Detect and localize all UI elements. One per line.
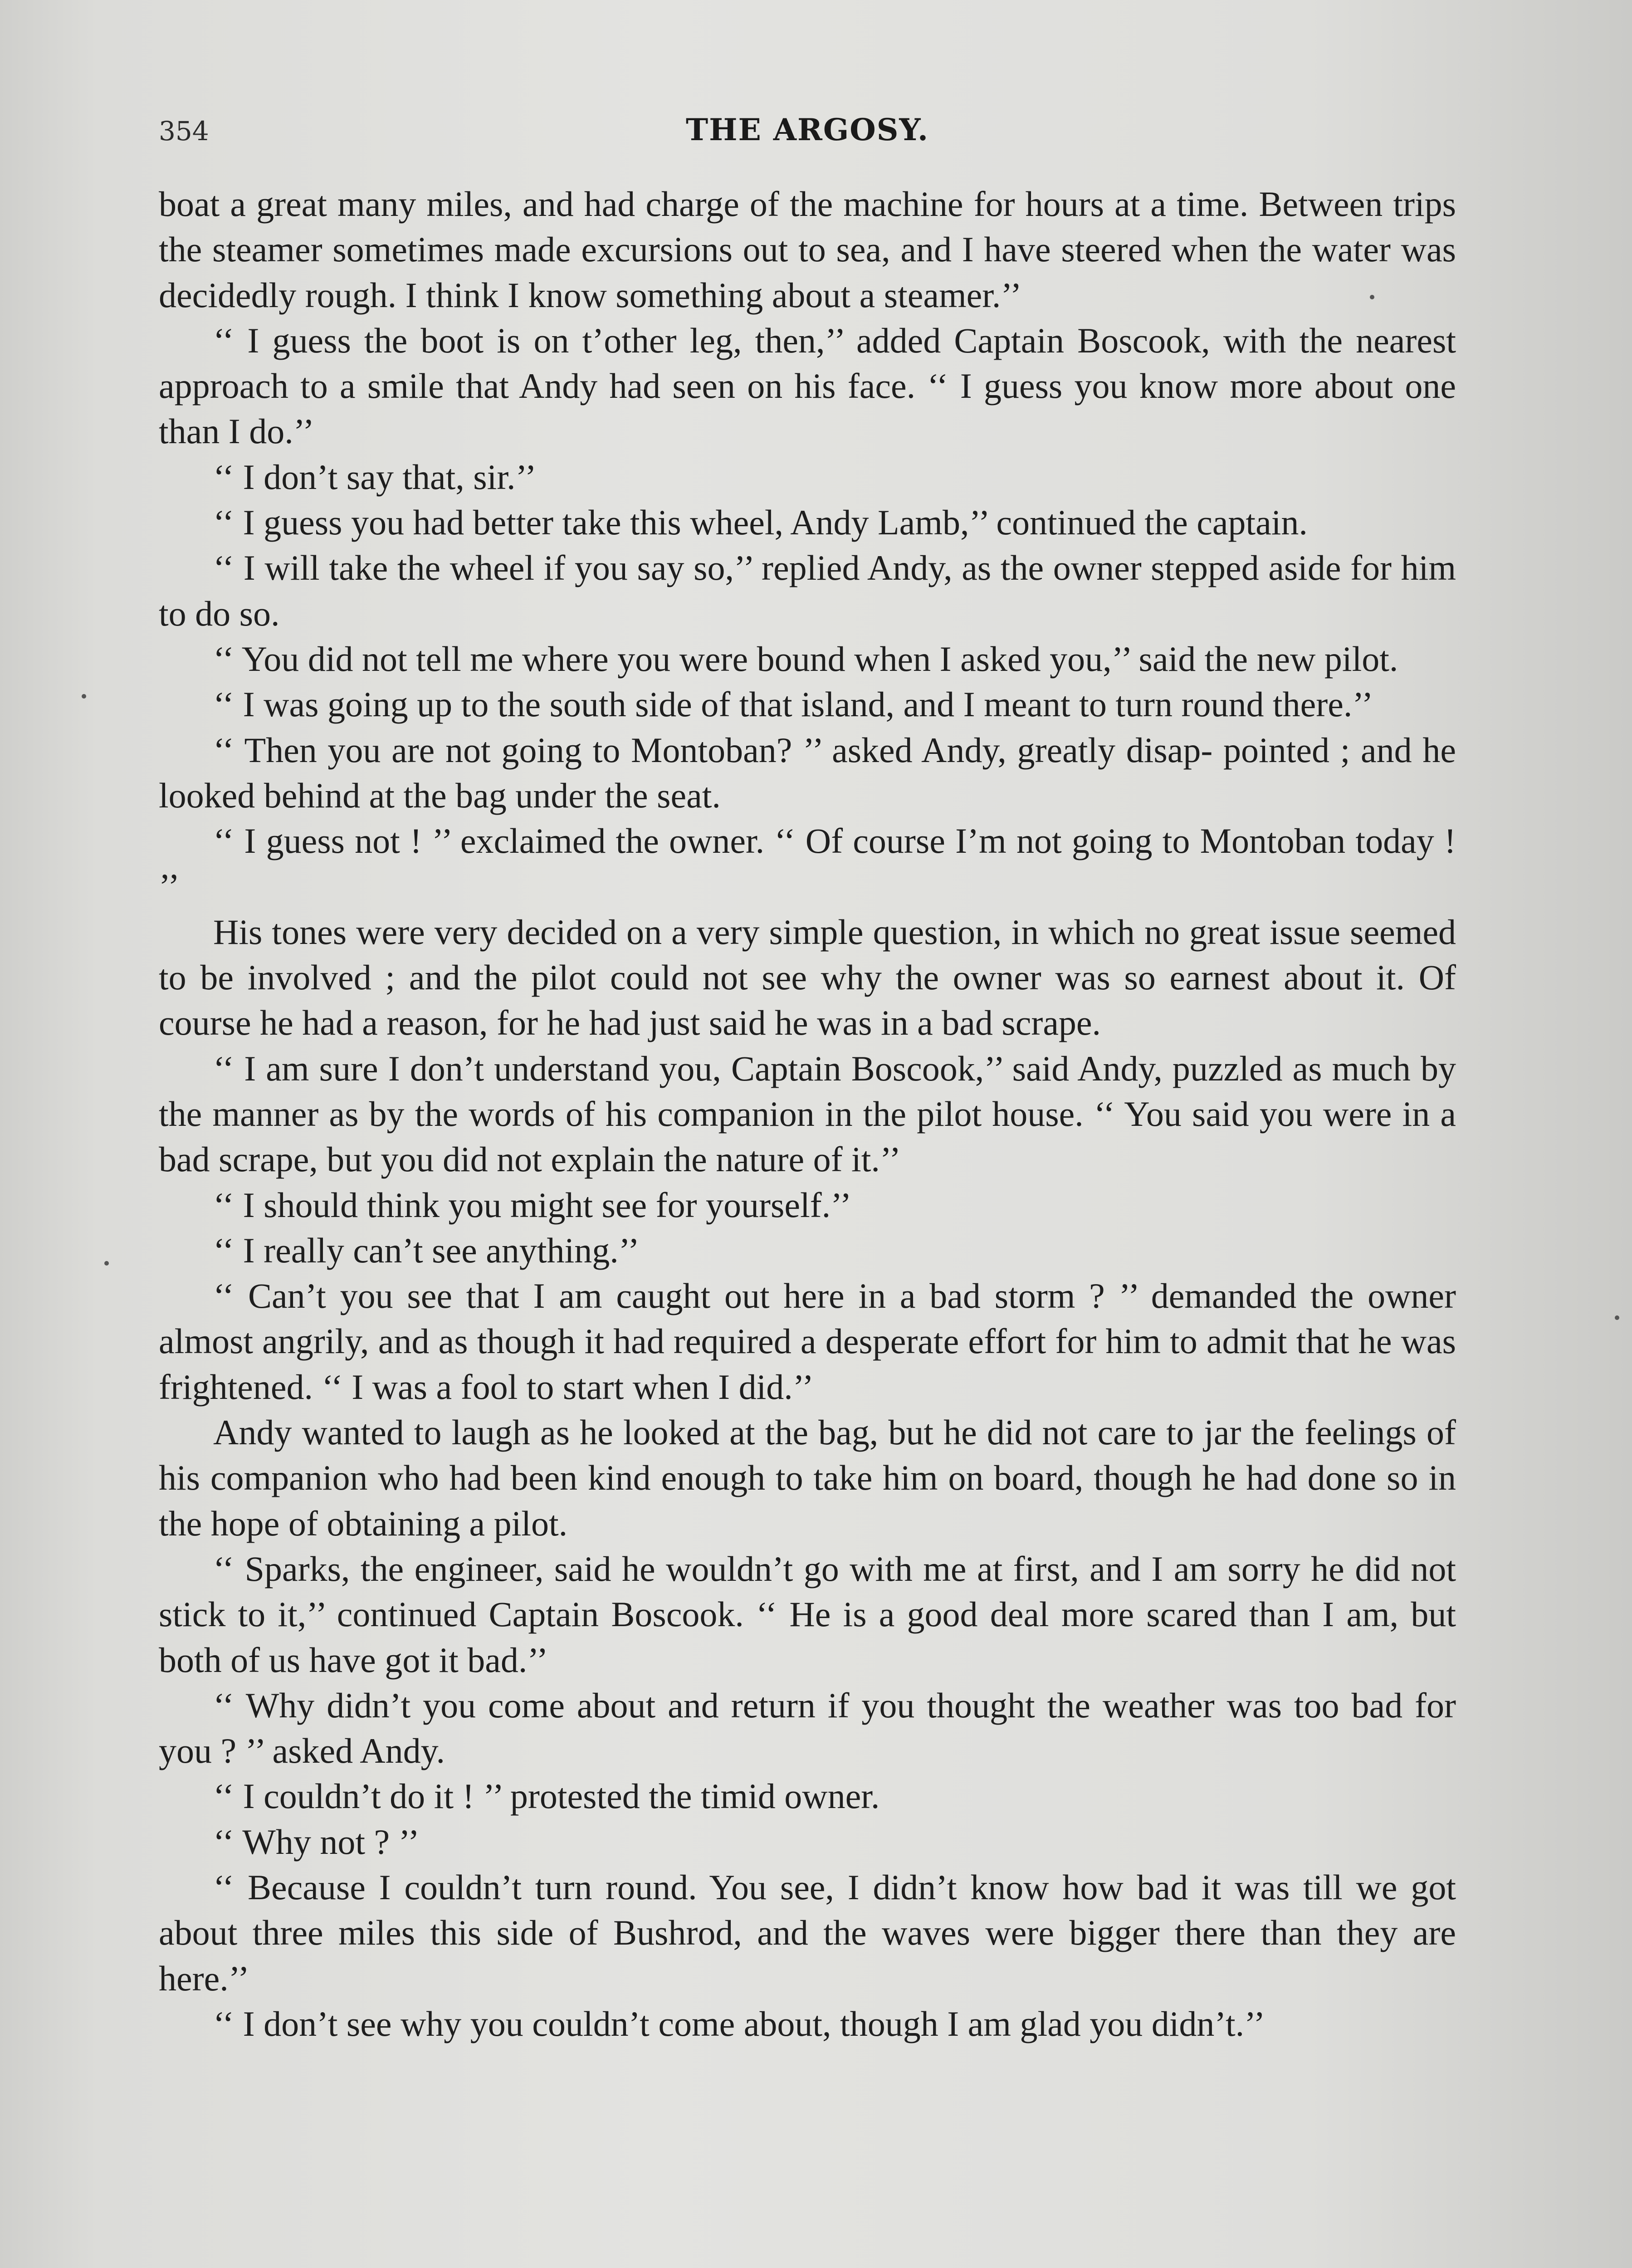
page-number: 354 (159, 116, 209, 147)
running-head: THE ARGOSY. (686, 112, 929, 147)
print-speck (1370, 295, 1374, 299)
page-header (159, 112, 1456, 166)
paragraph: ‘‘ I should think you might see for yourself.’’ (213, 1185, 852, 1225)
paragraph: ‘‘ I was going up to the south side of that island, and I meant to turn round there.’’ (213, 684, 1373, 724)
paragraph: ‘‘ You did not tell me where you were bound when I asked you,’’ said the new pilot. (213, 639, 1398, 679)
paragraph: His tones were very decided on a very simple question, in which no great issue seemed to be involved ; and the pilot could not see why the owner was so earnest about it. Of course he had a reason, for he had just said he was in a bad scrape. (159, 912, 1456, 1043)
paragraph: ‘‘ I don’t say that, sir.’’ (213, 457, 537, 497)
paragraph: ‘‘ I couldn’t do it ! ’’ protested the timid owner. (213, 1776, 880, 1816)
paragraph: ‘‘ Why not ? ’’ (213, 1822, 420, 1862)
paragraph: ‘‘ I guess you had better take this wheel, Andy Lamb,’’ continued the captain. (213, 503, 1308, 543)
paragraph: ‘‘ I will take the wheel if you say so,’’ replied Andy, as the owner stepped aside for him to do so. (159, 548, 1456, 633)
paragraph: ‘‘ I really can’t see anything.’’ (213, 1230, 640, 1270)
paragraph: ‘‘ Because I couldn’t turn round. You see, I didn’t know how bad it was till we got about three miles this side of Bushrod, and the waves were bigger there than they are here.’’ (159, 1867, 1456, 1998)
paragraph: ‘‘ Can’t you see that I am caught out here in a bad storm ? ’’ demanded the owner almost angrily, and as though it had required a desperate effort for him to admit that he was frightened. ‘‘ I was a fool to start when I did.’’ (159, 1276, 1456, 1407)
paragraph: ‘‘ Sparks, the engineer, said he wouldn’t go with me at first, and I am sorry he did not stick to it,’’ continued Captain Boscook. ‘‘ He is a good deal more scared than I am, but both of us have got it bad.’’ (159, 1549, 1456, 1680)
paragraph: ‘‘ Then you are not going to Montoban? ’’ asked Andy, greatly disap- pointed ; and he looked behind at the bag under the seat. (159, 730, 1456, 815)
paragraph: Andy wanted to laugh as he looked at the bag, but he did not care to jar the feelings of his companion who had been kind enough to take him on board, though he had done so in the hope of obtaining a pilot. (159, 1413, 1456, 1543)
paragraph: ‘‘ I guess not ! ’’ exclaimed the owner. ‘‘ Of course I’m not going to Montoban today ! ’’ (159, 821, 1456, 906)
paragraph: ‘‘ I guess the boot is on t’other leg, then,’’ added Captain Boscook, with the nearest approach to a smile that Andy had seen on his face. ‘‘ I guess you know more about one than I do.’’ (159, 320, 1456, 451)
body-text (159, 181, 1456, 2047)
print-speck (82, 694, 86, 699)
print-speck (1615, 1315, 1619, 1320)
paragraph: ‘‘ I am sure I don’t understand you, Captain Boscook,’’ said Andy, puzzled as much by the manner as by the words of his companion in the pilot house. ‘‘ You said you were in a bad scrape, but you did not explain the nature of it.’’ (159, 1048, 1456, 1179)
paragraph: ‘‘ I don’t see why you couldn’t come about, though I am glad you didn’t.’’ (213, 2004, 1266, 2043)
print-speck (104, 1261, 109, 1266)
paragraph: ‘‘ Why didn’t you come about and return if you thought the weather was too bad for you ? ’’ asked Andy. (159, 1685, 1456, 1771)
paragraph: boat a great many miles, and had charge of the machine for hours at a time. Between trips the steamer sometimes made excursions out to sea, and I have steered when the water was decidedly rough. I think I know something about a steamer.’’ (159, 184, 1456, 315)
